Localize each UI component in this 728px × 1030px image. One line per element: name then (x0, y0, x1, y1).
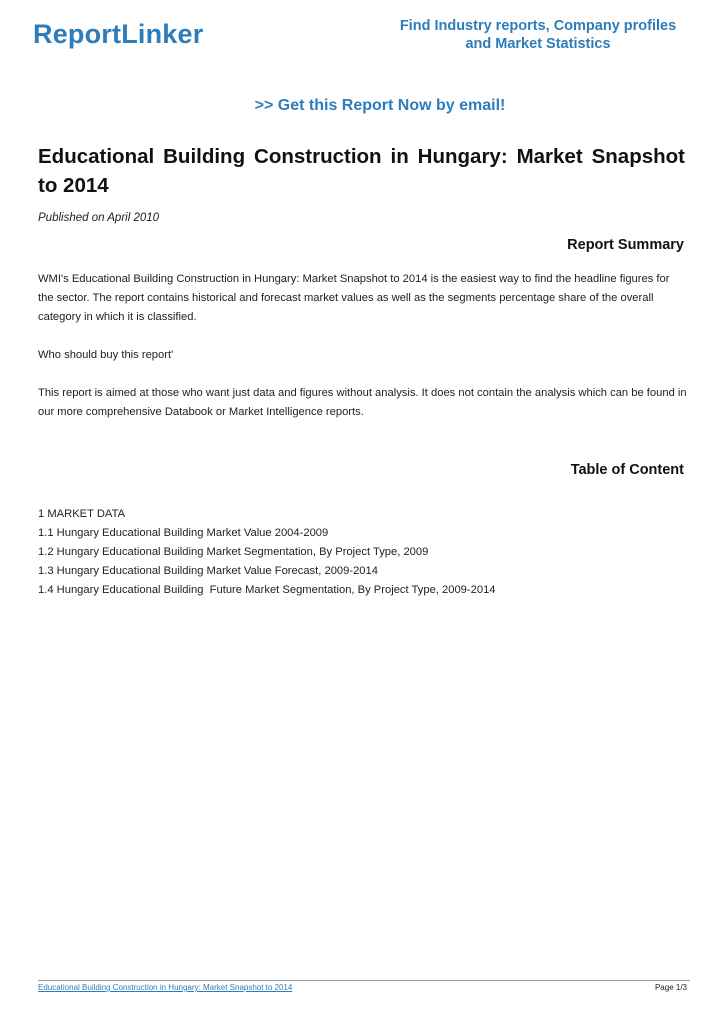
published-date: Published on April 2010 (38, 212, 160, 224)
summary-paragraph-2: Who should buy this report' (38, 349, 174, 361)
header-tagline (384, 17, 692, 53)
get-report-by-email-link[interactable] (0, 96, 728, 116)
toc-item: 1.3 Hungary Educational Building Market Value Forecast, 2009-2014 (38, 565, 378, 577)
report-summary-heading: Report Summary (567, 237, 684, 253)
get-report-link-text[interactable]: >> Get this Report Now by email! (254, 97, 506, 114)
toc-item: 1.1 Hungary Educational Building Market Value 2004-2009 (38, 527, 329, 539)
toc-item: 1.2 Hungary Educational Building Market Segmentation, By Project Type, 2009 (38, 546, 429, 558)
table-of-content-heading: Table of Content (570, 462, 684, 478)
summary-paragraph-3: This report is aimed at those who want just data and figures without analysis. It does not contain the analysis which can be found in our more comprehensive Databook or Market Intelligence reports. (38, 387, 687, 418)
page-number: Page 1/3 (654, 983, 687, 992)
toc-list (38, 505, 688, 600)
reportlinker-logo[interactable]: ReportLinker (33, 19, 204, 49)
tagline-line-1: Find Industry reports, Company profiles (399, 18, 677, 34)
report-title: Educational Building Construction in Hungary: Market Snapshot to 2014 (38, 145, 685, 197)
summary-paragraph-1: WMI's Educational Building Construction in Hungary: Market Snapshot to 2014 is the easiest way to find the headline figures for the sector. The report contains historical and forecast market values as well as the segments percentage share of the overall category in which it is classified. (38, 273, 670, 323)
toc-item: 1.4 Hungary Educational Building Future Market Segmentation, By Project Type, 2009-2014 (38, 584, 496, 596)
toc-item: 1 MARKET DATA (38, 508, 126, 520)
tagline-line-2: and Market Statistics (465, 36, 611, 52)
footer-divider (38, 980, 690, 981)
footer-report-link[interactable]: Educational Building Construction in Hungary: Market Snapshot to 2014 (38, 983, 293, 992)
